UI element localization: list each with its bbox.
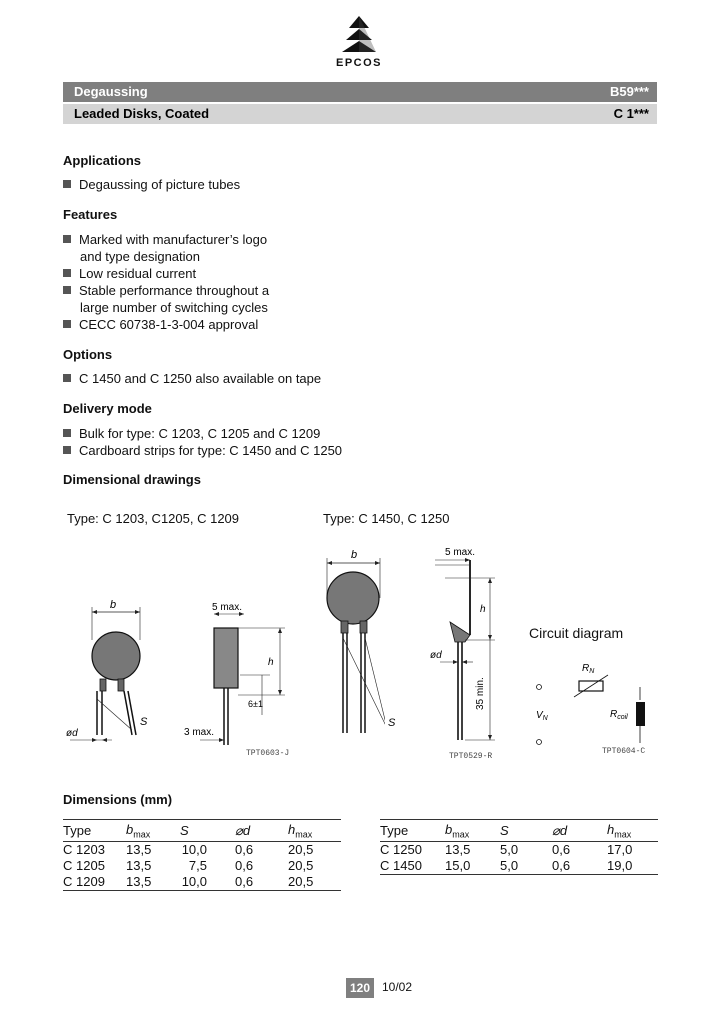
list-item: CECC 60738-1-3-004 approval (63, 316, 258, 333)
drawing-ref-2: TPT0529-R (449, 752, 493, 761)
drawing-caption-left: Type: C 1203, C1205, C 1209 (67, 511, 240, 526)
header-bar-secondary (63, 104, 657, 124)
header-bar-primary (63, 82, 657, 102)
label-six: 6±1 (248, 699, 263, 709)
label-five-max: 5 max. (212, 602, 243, 613)
rcoil-symbol: R (610, 709, 618, 720)
drawing-ref-3: TPT0604-C (602, 747, 646, 756)
dimensions-table-right (380, 819, 658, 875)
vn-symbol: V (536, 710, 543, 721)
rn-subscript: N (589, 668, 595, 675)
drawings-heading: Dimensional drawings (63, 472, 201, 487)
col-h: $h_{max}$ (288, 820, 341, 842)
table-row: C 1205 13,5 7,5 0,6 20,5 (63, 857, 314, 873)
page-number: 120 (346, 978, 374, 998)
list-item: C 1450 and C 1250 also available on tape (63, 370, 321, 387)
series-code: B59*** (609, 84, 649, 99)
col-s: S (180, 820, 235, 842)
col-b: $b_{max}$ (445, 820, 500, 842)
svg-text:RN (582, 663, 595, 675)
circuit-diagram (530, 655, 655, 760)
dimensions-heading: Dimensions (mm) (63, 792, 173, 807)
type-code: C 1*** (613, 106, 649, 121)
list-item: Degaussing of picture tubes (63, 176, 240, 193)
col-type: Type (380, 820, 445, 842)
svg-text:VN (536, 710, 549, 722)
col-d: ⌀d (235, 820, 288, 842)
label-b: b (110, 599, 117, 611)
label-d: ød (430, 650, 442, 661)
list-item: Cardboard strips for type: C 1450 and C 1250 (63, 442, 342, 459)
label-d: ød (66, 728, 78, 739)
circuit-caption: Circuit diagram (529, 625, 624, 641)
options-heading: Options (63, 347, 113, 362)
applications-heading: Applications (63, 153, 142, 168)
label-s: S (140, 716, 148, 728)
list-item-continuation: large number of switching cycles (80, 300, 268, 315)
col-d: ⌀d (552, 820, 607, 842)
label-s: S (388, 717, 396, 729)
rn-symbol: R (582, 663, 590, 674)
dimensions-table-left (63, 819, 341, 891)
drawing-side-view-small (180, 595, 292, 760)
drawing-front-view-large (305, 543, 425, 748)
label-h: h (480, 604, 486, 615)
col-type: Type (63, 820, 126, 842)
features-heading: Features (63, 207, 118, 222)
page-date: 10/02 (382, 980, 413, 994)
label-b: b (351, 549, 358, 561)
list-item-continuation: and type designation (80, 249, 200, 264)
vn-subscript: N (542, 715, 548, 722)
rcoil-subscript: coil (617, 714, 628, 721)
label-five-max: 5 max. (445, 547, 476, 558)
table-row: C 1203 13,5 10,0 0,6 20,5 (63, 841, 314, 857)
drawing-front-view-small (62, 595, 162, 745)
product-type: Leaded Disks, Coated (74, 106, 210, 121)
col-s: S (500, 820, 552, 842)
drawing-side-view-large (425, 540, 520, 765)
col-h: $h_{max}$ (607, 820, 658, 842)
table-row: C 1209 13,5 10,0 0,6 20,5 (63, 874, 341, 891)
table-row: C 1250 13,5 5,0 0,6 17,0 (380, 841, 633, 857)
drawing-caption-right: Type: C 1450, C 1250 (323, 511, 450, 526)
product-group: Degaussing (74, 84, 148, 99)
table-row: C 1450 15,0 5,0 0,6 19,0 (380, 858, 658, 875)
label-h: h (268, 657, 274, 668)
svg-text:Rcoil (610, 709, 628, 721)
col-b: $b_{max}$ (126, 820, 180, 842)
list-item: Low residual current (63, 265, 196, 282)
brand-name: EPCOS (335, 57, 382, 69)
delivery-heading: Delivery mode (63, 401, 152, 416)
list-item: Stable performance throughout a (63, 282, 269, 299)
drawing-ref-1: TPT0603-J (246, 749, 290, 758)
label-three-max: 3 max. (184, 727, 215, 738)
epcos-logo-icon (330, 14, 388, 56)
list-item: Marked with manufacturer’s logo (63, 231, 267, 248)
label-thirtyfive: 35 min. (475, 677, 486, 710)
list-item: Bulk for type: C 1203, C 1205 and C 1209 (63, 425, 320, 442)
